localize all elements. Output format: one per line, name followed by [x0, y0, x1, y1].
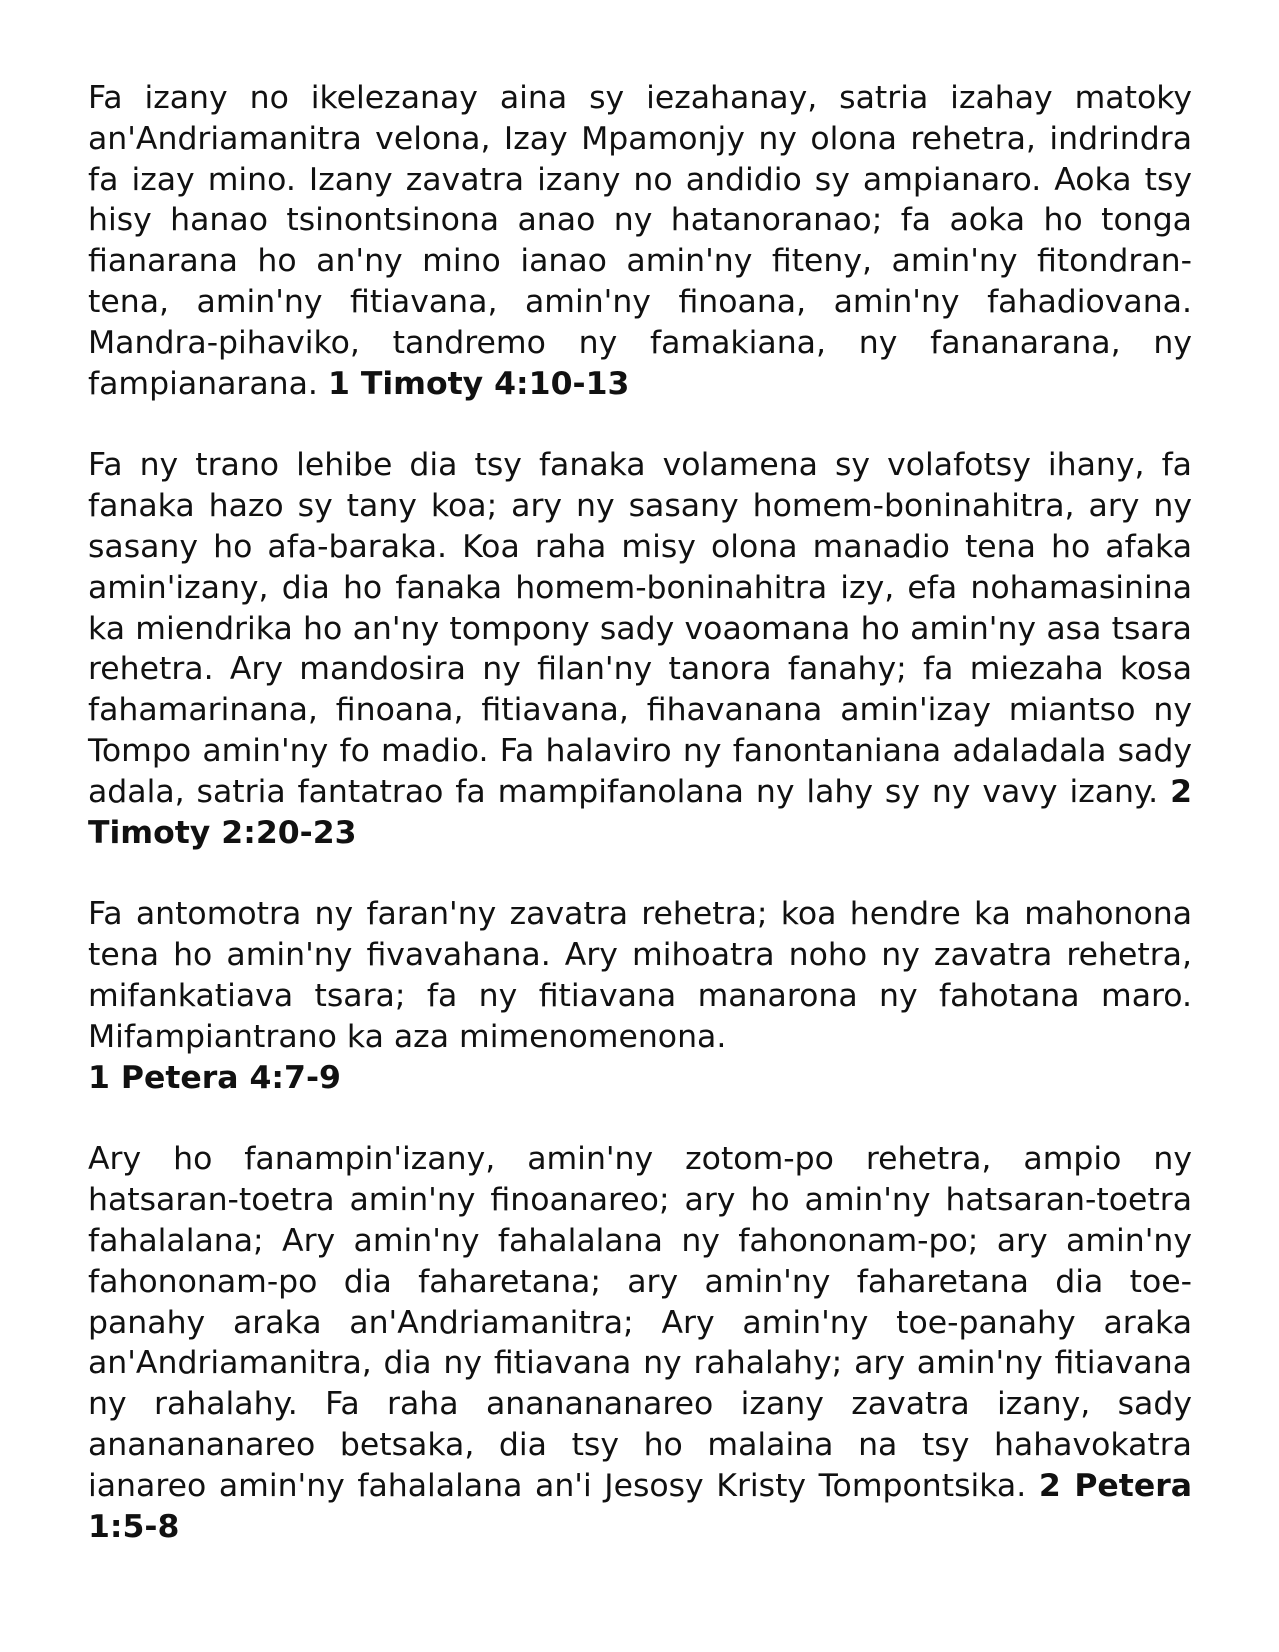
passage-3 — [88, 894, 1192, 1098]
scripture-reference: 1 Petera 4:7-9 — [88, 1059, 341, 1096]
passage-text: Fa antomotra ny faran'ny zavatra rehetra; koa hendre ka mahonona tena ho amin'ny fivavahana. Ary mihoatra noho ny zavatra rehetra, mifankatiava tsara; fa ny fitiavana manarona ny fahotana maro. Mifampiantrano ka aza mimenomenona. — [88, 896, 1192, 1055]
passage-text: Ary ho fanampin'izany, amin'ny zotom-po rehetra, ampio ny hatsaran-toetra amin'ny finoanareo; ary ho amin'ny hatsaran-toetra fahalalana; Ary amin'ny fahalalana ny fahononam-po; ary amin'ny fahononam-po dia faharetana; ary amin'ny faharetana dia toe-panahy araka an'Andriamanitra; Ary amin'ny toe-panahy araka an'Andriamanitra, dia ny fitiavana ny rahalahy; ary amin'ny fitiavana ny rahalahy. Fa raha ananananareo izany zavatra izany, sady ananananareo betsaka, dia tsy ho malaina na tsy hahavokatra ianareo amin'ny fahalalana an'i Jesosy Kristy Tompontsika. — [88, 1141, 1192, 1504]
passage-2 — [88, 445, 1192, 853]
passage-4 — [88, 1139, 1192, 1547]
scripture-reference: 2 Petera 1:5-8 — [88, 1467, 1193, 1545]
passage-text: Fa ny trano lehibe dia tsy fanaka volamena sy volafotsy ihany, fa fanaka hazo sy tany koa; ary ny sasany homem-boninahitra, ary ny sasany ho afa-baraka. Koa raha misy olona manadio tena ho afaka amin'izany, dia ho fanaka homem-boninahitra izy, efa nohamasinina ka miendrika ho an'ny tompony sady voaomana ho amin'ny asa tsara rehetra. Ary mandosira ny filan'ny tanora fanahy; fa miezaha kosa fahamarinana, finoana, fitiavana, fihavanana amin'izay miantso ny Tompo amin'ny fo madio. Fa halaviro ny fanontaniana adaladala sady adala, satria fantatrao fa mampifanolana ny lahy sy ny vavy izany. — [88, 447, 1192, 810]
passage-1 — [88, 78, 1192, 404]
scripture-reference: 1 Timoty 4:10-13 — [327, 365, 630, 402]
document-page — [88, 78, 1192, 1588]
scripture-reference: 2 Timoty 2:20-23 — [88, 773, 1193, 851]
passage-text: Fa izany no ikelezanay aina sy iezahanay, satria izahay matoky an'Andriamanitra velona, Izay Mpamonjy ny olona rehetra, indrindra fa izay mino. Izany zavatra izany no andidio sy ampianaro. Aoka tsy hisy hanao tsinontsinona anao ny hatanoranao; fa aoka ho tonga fianarana ho an'ny mino ianao amin'ny fiteny, amin'ny fitondran-tena, amin'ny fitiavana, amin'ny finoana, amin'ny fahadiovana. Mandra-pihaviko, tandremo ny famakiana, ny fananarana, ny fampianarana. — [88, 80, 1192, 402]
